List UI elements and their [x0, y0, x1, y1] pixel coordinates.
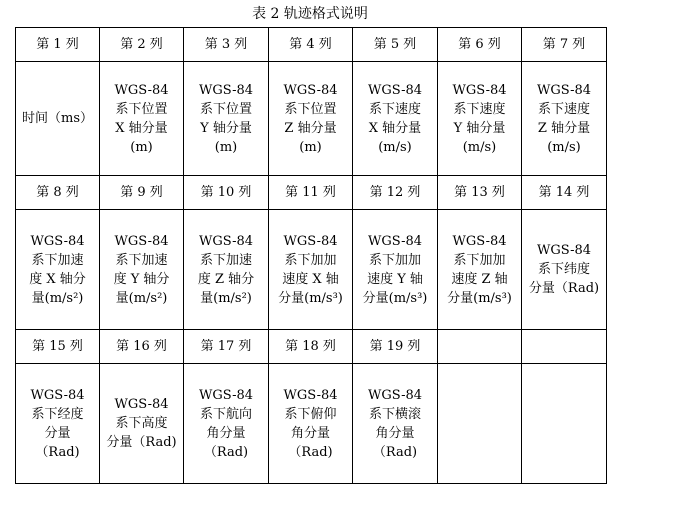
column-header: 第 15 列	[16, 330, 100, 364]
table-cell: WGS-84 系下加速 度 Z 轴分 量(m/s²)	[184, 210, 269, 330]
empty-header-cell	[522, 330, 607, 364]
table-cell: WGS-84 系下加速 度 X 轴分 量(m/s²)	[16, 210, 100, 330]
column-header: 第 1 列	[16, 28, 100, 62]
empty-table-cell	[522, 364, 607, 484]
column-header: 第 5 列	[353, 28, 438, 62]
table-cell: WGS-84 系下加加 速度 Z 轴 分量(m/s³)	[438, 210, 522, 330]
column-header: 第 11 列	[269, 176, 353, 210]
column-header: 第 9 列	[100, 176, 184, 210]
table-cell: WGS-84 系下加加 速度 Y 轴 分量(m/s³)	[353, 210, 438, 330]
table-cell: WGS-84 系下高度 分量（Rad)	[100, 364, 184, 484]
column-header: 第 2 列	[100, 28, 184, 62]
trajectory-format-table	[15, 27, 607, 484]
column-header: 第 7 列	[522, 28, 607, 62]
table-cell: WGS-84 系下位置 Y 轴分量 (m)	[184, 62, 269, 176]
table-cell: 时间（ms）	[16, 62, 100, 176]
content-row-2	[16, 210, 607, 330]
column-header: 第 14 列	[522, 176, 607, 210]
table-cell: WGS-84 系下速度 Y 轴分量 (m/s)	[438, 62, 522, 176]
column-header: 第 8 列	[16, 176, 100, 210]
table-cell: WGS-84 系下速度 X 轴分量 (m/s)	[353, 62, 438, 176]
content-row-1	[16, 62, 607, 176]
table-caption: 表 2 轨迹格式说明	[252, 6, 368, 22]
table-cell: WGS-84 系下加速 度 Y 轴分 量(m/s²)	[100, 210, 184, 330]
table-cell: WGS-84 系下纬度 分量（Rad)	[522, 210, 607, 330]
column-header: 第 4 列	[269, 28, 353, 62]
table-cell: WGS-84 系下速度 Z 轴分量 (m/s)	[522, 62, 607, 176]
column-header: 第 18 列	[269, 330, 353, 364]
empty-header-cell	[438, 330, 522, 364]
column-header: 第 6 列	[438, 28, 522, 62]
header-row-1	[16, 28, 607, 62]
content-row-3	[16, 364, 607, 484]
column-header: 第 19 列	[353, 330, 438, 364]
header-row-3	[16, 330, 607, 364]
table-cell: WGS-84 系下俯仰 角分量 （Rad)	[269, 364, 353, 484]
column-header: 第 16 列	[100, 330, 184, 364]
column-header: 第 13 列	[438, 176, 522, 210]
table-cell: WGS-84 系下横滚 角分量 （Rad)	[353, 364, 438, 484]
header-row-2	[16, 176, 607, 210]
column-header: 第 10 列	[184, 176, 269, 210]
table-cell: WGS-84 系下位置 X 轴分量 (m)	[100, 62, 184, 176]
empty-table-cell	[438, 364, 522, 484]
column-header: 第 17 列	[184, 330, 269, 364]
table-cell: WGS-84 系下航向 角分量 （Rad)	[184, 364, 269, 484]
column-header: 第 12 列	[353, 176, 438, 210]
table-cell: WGS-84 系下经度 分量 （Rad)	[16, 364, 100, 484]
table-cell: WGS-84 系下加加 速度 X 轴 分量(m/s³)	[269, 210, 353, 330]
table-cell: WGS-84 系下位置 Z 轴分量 (m)	[269, 62, 353, 176]
column-header: 第 3 列	[184, 28, 269, 62]
